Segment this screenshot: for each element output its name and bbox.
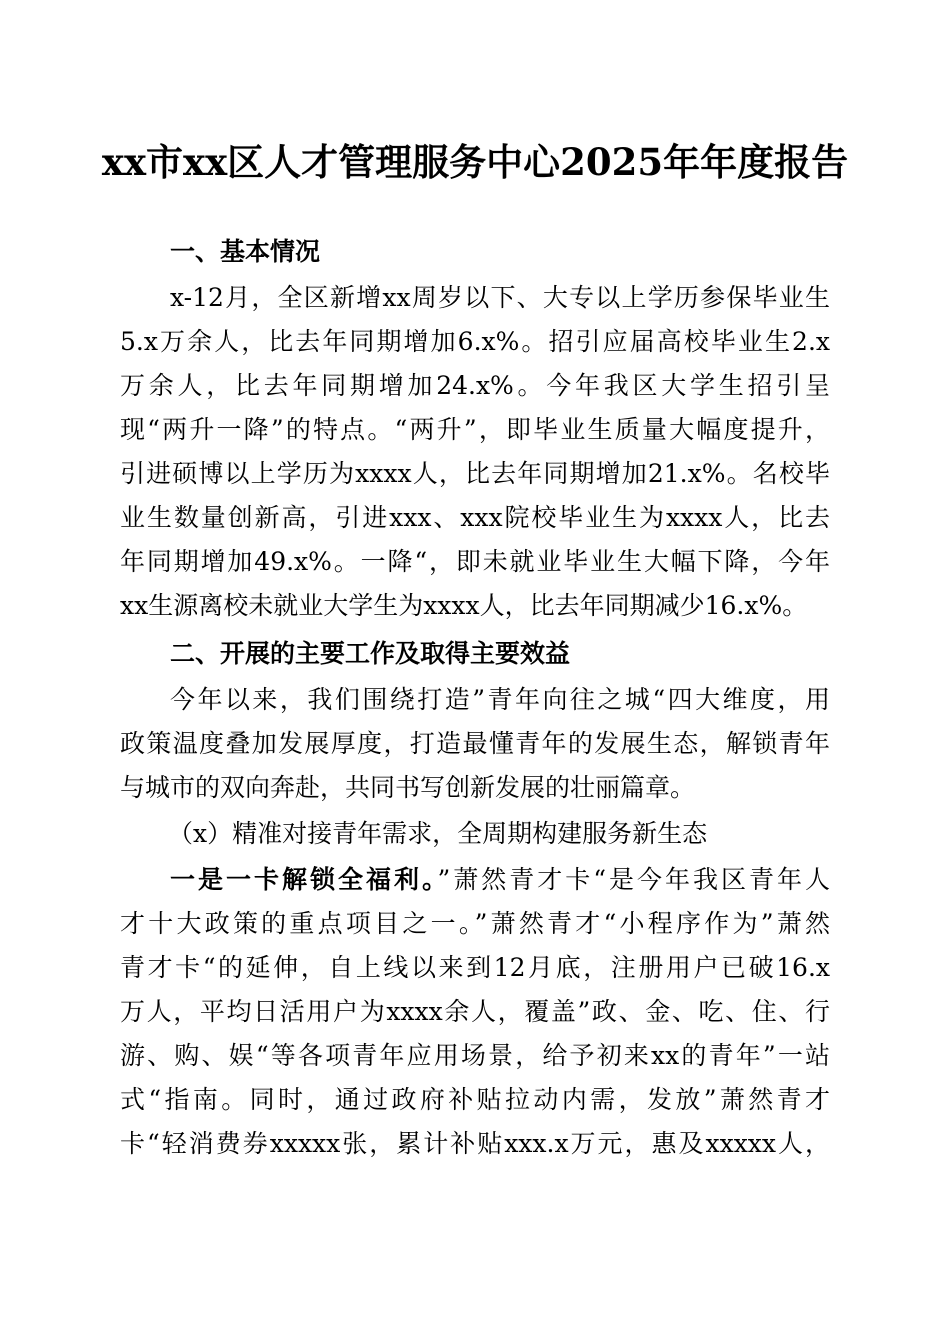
paragraph-line: xx生源离校未就业大学生为xxxx人，比去年同期减少16.x%。	[120, 591, 808, 620]
paragraph-line: 年同期增加49.x%。一降“，即未就业毕业生大幅下降，今年	[120, 547, 830, 576]
section-2-heading: 二、开展的主要工作及取得主要效益	[170, 639, 571, 668]
paragraph-line: 引进硕博以上学历为xxxx人，比去年同期增加21.x%。名校毕	[120, 459, 830, 488]
paragraph-line	[170, 860, 830, 900]
paragraph-line: 卡“轻消费券xxxxx张，累计补贴xxx.x万元，惠及xxxxx人，	[120, 1129, 830, 1158]
paragraph-line: 今年以来，我们围绕打造”青年向往之城“四大维度，用	[170, 685, 830, 714]
paragraph-line: x-12月，全区新增xx周岁以下、大专以上学历参保毕业生	[170, 283, 830, 312]
paragraph-line: 与城市的双向奔赴，共同书写创新发展的壮丽篇章。	[120, 773, 696, 802]
section-1-heading: 一、基本情况	[170, 237, 321, 266]
paragraph-line: 万人，平均日活用户为xxxx余人，覆盖”政、金、吃、住、行	[120, 997, 830, 1026]
item-text: ”萧然青才卡“是今年我区青年人	[437, 865, 830, 894]
paragraph-line: 万余人，比去年同期增加24.x%。今年我区大学生招引呈	[120, 371, 830, 400]
paragraph-line: 业生数量创新高，引进xxx、xxx院校毕业生为xxxx人，比去	[120, 503, 830, 532]
paragraph-line: 5.x万余人，比去年同期增加6.x%。招引应届高校毕业生2.x	[120, 327, 830, 356]
paragraph-line: 青才卡“的延伸，自上线以来到12月底，注册用户已破16.x	[120, 953, 830, 982]
subsection-heading: （x）精准对接青年需求，全周期构建服务新生态	[168, 819, 708, 848]
paragraph-line: 才十大政策的重点项目之一。”萧然青才“小程序作为”萧然	[120, 909, 830, 938]
paragraph-line: 式“指南。同时，通过政府补贴拉动内需，发放”萧然青才	[120, 1085, 830, 1114]
document-title: xx市xx区人才管理服务中心2025年年度报告	[101, 140, 849, 184]
item-lead: 一是一卡解锁全福利。	[170, 865, 438, 894]
paragraph-line: 游、购、娱“等各项青年应用场景，给予初来xx的青年”一站	[120, 1041, 830, 1070]
paragraph-line: 政策温度叠加发展厚度，打造最懂青年的发展生态，解锁青年	[120, 729, 830, 758]
paragraph-line: 现“两升一降”的特点。“两升”，即毕业生质量大幅度提升，	[120, 415, 830, 444]
